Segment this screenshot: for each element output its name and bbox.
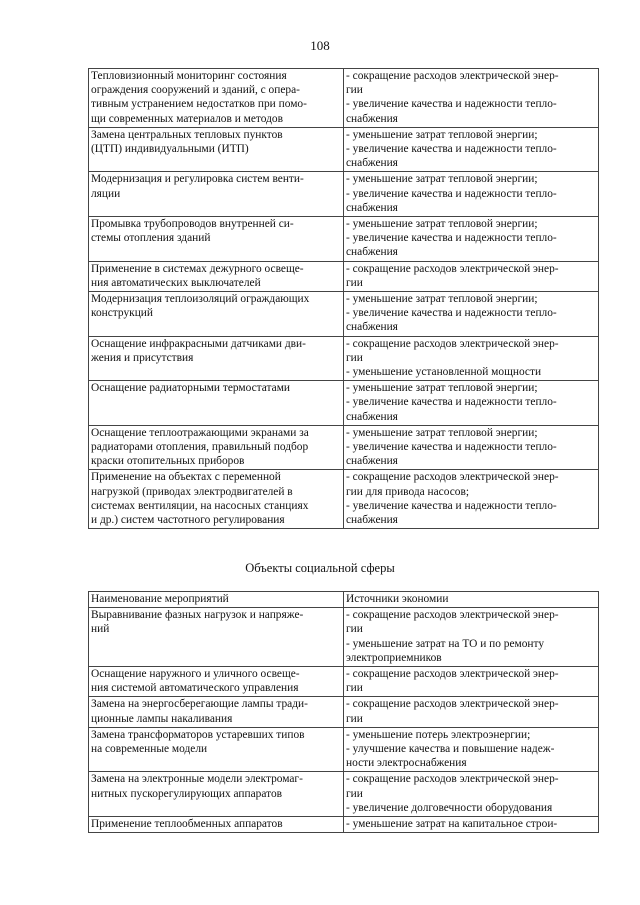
savings-cell <box>344 292 599 337</box>
cell-line: - увеличение качества и надежности тепло- <box>346 307 557 320</box>
cell-line: Замена трансформаторов устаревших типов <box>91 728 305 741</box>
savings-cell <box>344 667 599 697</box>
table-row <box>89 817 599 833</box>
cell-line: - уменьшение затрат тепловой энергии; <box>346 218 538 231</box>
measure-cell <box>89 667 344 697</box>
cell-line: - уменьшение установленной мощности <box>346 366 542 379</box>
energy-measures-table <box>88 68 599 529</box>
cell-line: снабжения <box>346 246 398 259</box>
cell-line: Замена на энергосберегающие лампы тради- <box>91 698 308 711</box>
table-row <box>89 127 599 172</box>
cell-line: - уменьшение затрат тепловой энергии; <box>346 173 538 186</box>
cell-line: - уменьшение затрат на капитальное строи- <box>346 818 558 831</box>
cell-line: - сокращение расходов электрической энер- <box>346 70 559 82</box>
cell-line: Модернизация теплоизоляций ограждающих <box>91 293 310 306</box>
measure-cell <box>89 425 344 470</box>
cell-line: ности электроснабжения <box>346 757 467 770</box>
measure-cell <box>89 772 344 817</box>
measure-cell <box>89 697 344 727</box>
cell-line: - уменьшение затрат тепловой энергии; <box>346 426 538 439</box>
cell-line: снабжения <box>346 201 398 214</box>
cell-line: - уменьшение потерь электроэнергии; <box>346 728 531 741</box>
savings-cell <box>344 608 599 667</box>
cell-line: гии <box>346 351 363 364</box>
table-row <box>89 336 599 381</box>
cell-line: гии <box>346 712 363 725</box>
measure-cell <box>89 727 344 772</box>
cell-line: - уменьшение затрат тепловой энергии; <box>346 293 538 306</box>
cell-line: - сокращение расходов электрической энер- <box>346 471 559 484</box>
cell-line: Выравнивание фазных нагрузок и напряже- <box>91 609 304 622</box>
cell-line: - сокращение расходов электрической энер- <box>346 773 559 786</box>
cell-line: ционные лампы накаливания <box>91 712 233 725</box>
measure-cell <box>89 261 344 291</box>
cell-line: гии <box>346 276 363 289</box>
cell-line: Оснащение наружного и уличного освеще- <box>91 668 300 681</box>
table-row <box>89 425 599 470</box>
savings-cell <box>344 470 599 529</box>
cell-line: гии для привода насосов; <box>346 485 470 498</box>
cell-line: снабжения <box>346 514 398 527</box>
measure-cell <box>89 817 344 833</box>
cell-line: - увеличение долговечности оборудования <box>346 801 553 814</box>
cell-line: снабжения <box>346 410 398 423</box>
cell-line: - увеличение качества и надежности тепло- <box>346 143 557 156</box>
header-savings-sources: Источники экономии <box>344 592 599 608</box>
cell-line: щи современных материалов и методов <box>91 112 283 125</box>
table-row <box>89 381 599 426</box>
measure-cell <box>89 381 344 426</box>
table-row <box>89 172 599 217</box>
cell-line: - увеличение качества и надежности тепло- <box>346 396 557 409</box>
cell-line: краски отопительных приборов <box>91 455 245 468</box>
savings-cell <box>344 425 599 470</box>
measure-cell <box>89 470 344 529</box>
cell-line: Замена на электронные модели электромаг- <box>91 773 303 786</box>
cell-line: и др.) систем частотного регулирования <box>91 514 285 527</box>
cell-line: тивным устранением недостатков при помо- <box>91 98 307 111</box>
cell-line: Оснащение инфракрасными датчиками дви- <box>91 337 306 350</box>
cell-line: - улучшение качества и повышение надеж- <box>346 743 555 756</box>
cell-line: Замена центральных тепловых пунктов <box>91 128 283 141</box>
cell-line: - увеличение качества и надежности тепло- <box>346 232 557 245</box>
cell-line: - увеличение качества и надежности тепло- <box>346 187 557 200</box>
header-measures: Наименование мероприятий <box>89 592 344 608</box>
cell-line: Оснащение радиаторными термостатами <box>91 382 291 395</box>
cell-line: на современные модели <box>91 743 208 756</box>
measure-cell <box>89 69 344 128</box>
cell-line: снабжения <box>346 455 398 468</box>
savings-cell <box>344 727 599 772</box>
cell-line: нагрузкой (приводах электродвигателей в <box>91 485 293 498</box>
table-row <box>89 772 599 817</box>
measure-cell <box>89 172 344 217</box>
cell-line: (ЦТП) индивидуальными (ИТП) <box>91 143 249 156</box>
cell-line: - уменьшение затрат тепловой энергии; <box>346 128 538 141</box>
savings-cell <box>344 127 599 172</box>
table-row <box>89 470 599 529</box>
savings-cell <box>344 772 599 817</box>
cell-line: гии <box>346 84 363 97</box>
cell-line: ний <box>91 623 110 636</box>
cell-line: гии <box>346 787 363 800</box>
table-header-row <box>89 592 599 608</box>
table-row <box>89 667 599 697</box>
cell-line: снабжения <box>346 157 398 170</box>
cell-line: Оснащение теплоотражающими экранами за <box>91 426 309 439</box>
cell-line: - сокращение расходов электрической энер- <box>346 609 559 622</box>
cell-line: - сокращение расходов электрической энер- <box>346 668 559 681</box>
measure-cell <box>89 292 344 337</box>
social-sphere-table <box>88 591 599 833</box>
savings-cell <box>344 172 599 217</box>
table-row <box>89 217 599 262</box>
cell-line: гии <box>346 623 363 636</box>
table-row <box>89 697 599 727</box>
savings-cell <box>344 336 599 381</box>
cell-line: Применение в системах дежурного освеще- <box>91 262 304 275</box>
cell-line: - увеличение качества и надежности тепло- <box>346 98 557 111</box>
savings-cell <box>344 697 599 727</box>
cell-line: - уменьшение затрат тепловой энергии; <box>346 382 538 395</box>
measure-cell <box>89 608 344 667</box>
table-row <box>89 292 599 337</box>
savings-cell <box>344 69 599 128</box>
cell-line: электроприемников <box>346 651 442 664</box>
cell-line: - сокращение расходов электрической энер- <box>346 698 559 711</box>
cell-line: радиаторами отопления, правильный подбор <box>91 441 309 454</box>
cell-line: - сокращение расходов электрической энер- <box>346 337 559 350</box>
cell-line: стемы отопления зданий <box>91 232 211 245</box>
cell-line: - уменьшение затрат на ТО и по ремонту <box>346 637 545 650</box>
table-row <box>89 261 599 291</box>
measure-cell <box>89 127 344 172</box>
cell-line: Промывка трубопроводов внутренней си- <box>91 218 294 231</box>
savings-cell <box>344 817 599 833</box>
savings-cell <box>344 217 599 262</box>
cell-line: ния автоматических выключателей <box>91 276 261 289</box>
cell-line: Применение на объектах с переменной <box>91 471 281 484</box>
savings-cell <box>344 381 599 426</box>
table-row <box>89 608 599 667</box>
cell-line: - увеличение качества и надежности тепло- <box>346 441 557 454</box>
cell-line: ляции <box>91 187 121 200</box>
cell-line: снабжения <box>346 112 398 125</box>
cell-line: жения и присутствия <box>91 351 194 364</box>
table-row <box>89 727 599 772</box>
cell-line: гии <box>346 682 363 695</box>
cell-line: - сокращение расходов электрической энер- <box>346 262 559 275</box>
cell-line: Тепловизионный мониторинг состояния <box>91 70 287 82</box>
measure-cell <box>89 217 344 262</box>
cell-line: нитных пускорегулирующих аппаратов <box>91 787 283 800</box>
section-title: Объекты социальной сферы <box>245 561 395 575</box>
cell-line: - увеличение качества и надежности тепло- <box>346 499 557 512</box>
cell-line: системах вентиляции, на насосных станциях <box>91 499 309 512</box>
savings-cell <box>344 261 599 291</box>
cell-line: Применение теплообменных аппаратов <box>91 818 283 831</box>
cell-line: Модернизация и регулировка систем венти- <box>91 173 304 186</box>
page-number: 108 <box>310 38 330 53</box>
measure-cell <box>89 336 344 381</box>
table-row <box>89 69 599 128</box>
cell-line: конструкций <box>91 307 153 320</box>
cell-line: ограждения сооружений и зданий, с опера- <box>91 84 300 97</box>
cell-line: ния системой автоматического управления <box>91 682 299 695</box>
cell-line: снабжения <box>346 321 398 334</box>
